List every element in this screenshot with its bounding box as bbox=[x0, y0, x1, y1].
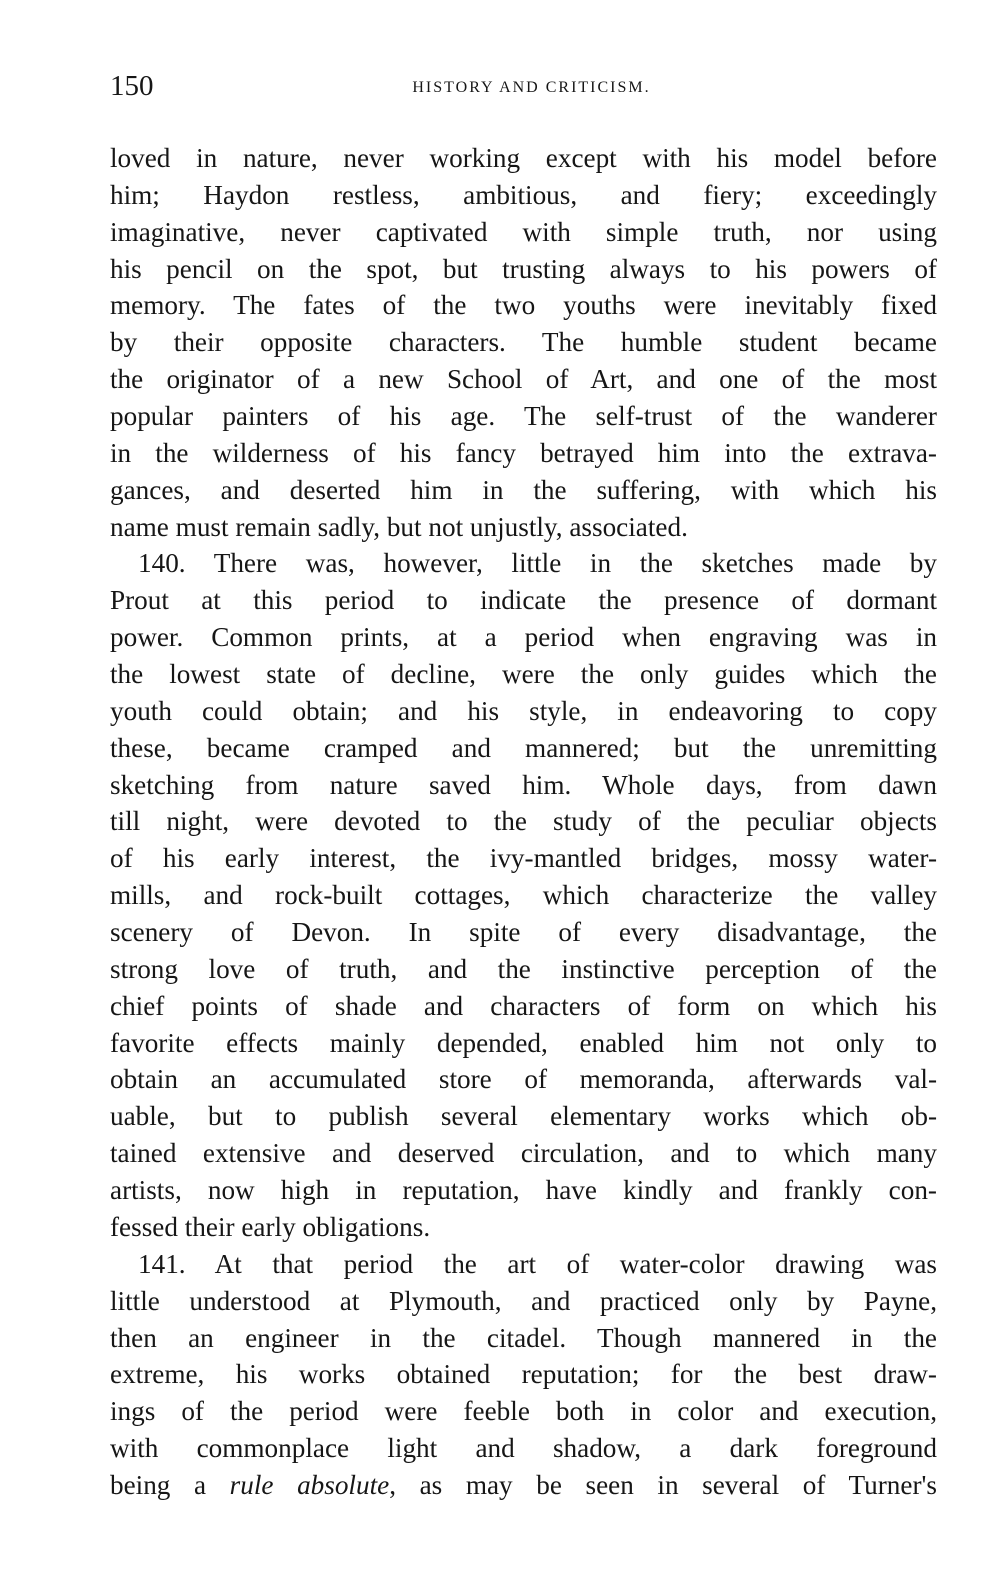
text-line: power. Common prints, at a period when engraving was in bbox=[110, 622, 937, 653]
page-header bbox=[110, 70, 937, 106]
text-line: imaginative, never captivated with simple truth, nor using bbox=[110, 216, 937, 247]
text-line: youth could obtain; and his style, in endeavoring to copy bbox=[110, 695, 937, 726]
text-line: obtain an accumulated store of memoranda, afterwards val- bbox=[110, 1064, 937, 1095]
text-line: little understood at Plymouth, and practiced only by Payne, bbox=[110, 1285, 937, 1316]
text-line: sketching from nature saved him. Whole days, from dawn bbox=[110, 769, 937, 800]
text-line: favorite effects mainly depended, enabled him not only to bbox=[110, 1027, 937, 1058]
text-line: his pencil on the spot, but trusting always to his powers of bbox=[110, 253, 937, 284]
text-line: uable, but to publish several elementary works which ob- bbox=[110, 1101, 937, 1132]
text-line: gances, and deserted him in the suffering, with which his bbox=[110, 474, 937, 505]
text-line: in the wilderness of his fancy betrayed him into the extrava- bbox=[110, 437, 937, 468]
text-line: 141. At that period the art of water-color drawing was bbox=[138, 1248, 937, 1279]
text-line bbox=[110, 1467, 937, 1504]
text-line: chief points of shade and characters of form on which his bbox=[110, 990, 937, 1021]
text-line: the lowest state of decline, were the only guides which the bbox=[110, 659, 937, 690]
text-line: the originator of a new School of Art, and one of the most bbox=[110, 364, 937, 395]
text-line: ings of the period were feeble both in color and execution, bbox=[110, 1396, 937, 1427]
paragraph bbox=[110, 140, 937, 545]
running-title: HISTORY AND CRITICISM. bbox=[412, 79, 651, 96]
text-line: till night, were devoted to the study of the peculiar objects bbox=[110, 806, 937, 837]
text-line: 140. There was, however, little in the sketches made by bbox=[138, 548, 937, 579]
text-line: fessed their early obligations. bbox=[110, 1211, 431, 1242]
text-line: him; Haydon restless, ambitious, and fiery; exceedingly bbox=[110, 179, 937, 210]
text-line: by their opposite characters. The humble student became bbox=[110, 327, 937, 358]
text-line: strong love of truth, and the instinctive perception of the bbox=[110, 953, 937, 984]
paragraph bbox=[110, 1246, 937, 1504]
text-line: loved in nature, never working except with his model before bbox=[110, 143, 937, 173]
text-line: these, became cramped and mannered; but the unremitting bbox=[110, 732, 937, 763]
page-number: 150 bbox=[110, 70, 154, 102]
text-line: artists, now high in reputation, have kindly and frankly con- bbox=[110, 1175, 937, 1206]
text-line: then an engineer in the citadel. Though mannered in the bbox=[110, 1322, 937, 1353]
text-line: scenery of Devon. In spite of every disadvantage, the bbox=[110, 917, 937, 948]
text-line: memory. The fates of the two youths were inevitably fixed bbox=[110, 290, 937, 321]
text-line: with commonplace light and shadow, a dark foreground bbox=[110, 1433, 937, 1464]
text-line: popular painters of his age. The self-trust of the wanderer bbox=[110, 401, 937, 432]
text-line: extreme, his works obtained reputation; for the best draw- bbox=[110, 1359, 937, 1390]
body-text bbox=[110, 140, 937, 1504]
paragraph bbox=[110, 545, 937, 1245]
text-segment: being a bbox=[110, 1469, 230, 1500]
text-segment: , as may be seen in several of Turner's bbox=[389, 1469, 937, 1500]
text-line: name must remain sadly, but not unjustly, associated. bbox=[110, 511, 688, 542]
text-line: of his early interest, the ivy-mantled bridges, mossy water- bbox=[110, 843, 937, 874]
text-line: tained extensive and deserved circulation, and to which many bbox=[110, 1138, 937, 1169]
italic-phrase: rule absolute bbox=[229, 1469, 390, 1500]
text-line: mills, and rock-built cottages, which characterize the valley bbox=[110, 880, 937, 911]
text-line: Prout at this period to indicate the presence of dormant bbox=[110, 585, 937, 616]
